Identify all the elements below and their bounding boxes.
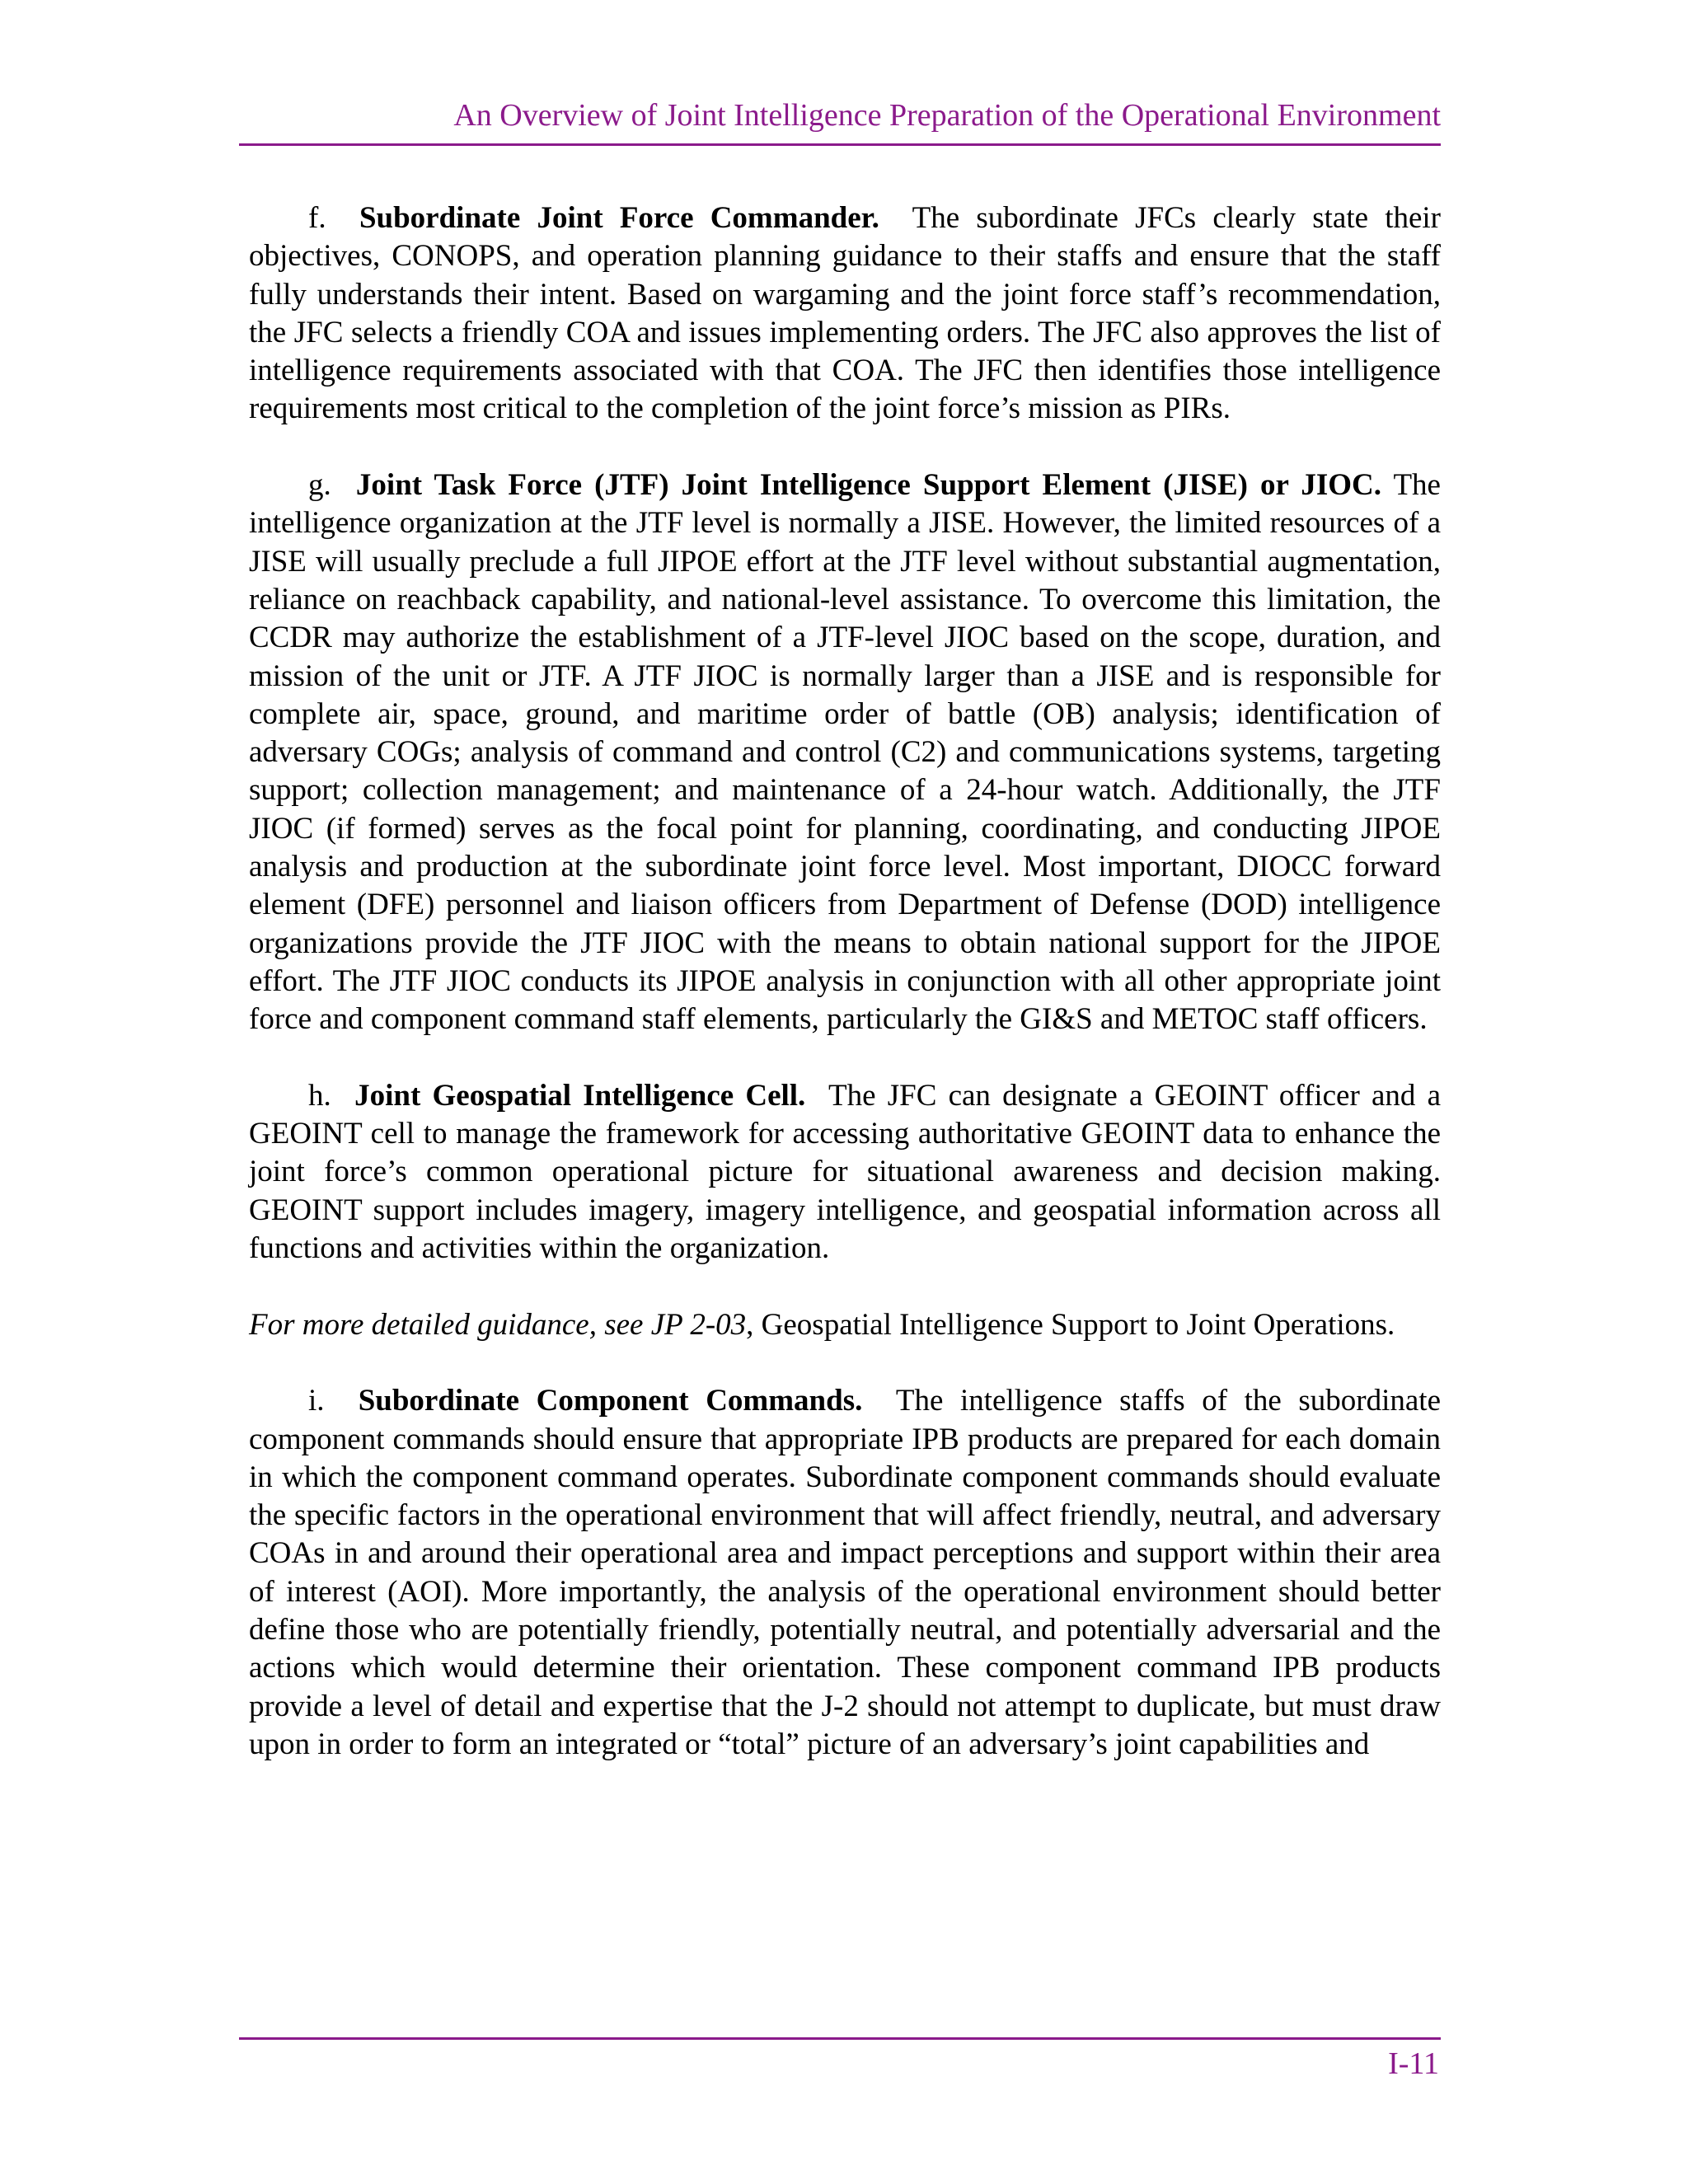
paragraph-body: The intelligence organization at the JTF level is normally a JISE. However, the limited resources of a JISE will usually preclude a full JIPOE effort at the JTF level without substantial augmentation, reliance on reachback capability, and national-level assistance. To overcome this limitation, the CCDR may authorize the establishment of a JTF-level JIOC based on the scope, duration, and mission of the unit or JTF. A JTF JIOC is normally larger than a JISE and is responsible for complete air, space, ground, and maritime order of battle (OB) analysis; identification of adversary COGs; analysis of command and control (C2) and communications systems, targeting support; collection management; and maintenance of a 24-hour watch. Additionally, the JTF JIOC (if formed) serves as the focal point for planning, coordinating, and conducting JIPOE analysis and production at the subordinate joint force level. Most important, DIOCC forward element (DFE) personnel and liaison officers from Department of Defense (DOD) intelligence organizations provide the JTF JIOC with the means to obtain national support for the JIPOE effort. The JTF JIOC conducts its JIPOE analysis in conjunction with all other appropriate joint force and component command staff elements, particularly the GI&S and METOC staff officers. [249, 468, 1441, 1037]
running-header-title: An Overview of Joint Intelligence Preparation of the Operational Environment [453, 98, 1441, 133]
paragraph-heading: Joint Geospatial Intelligence Cell. [354, 1078, 806, 1113]
paragraph-body: The JFC can designate a GEOINT officer and a GEOINT cell to manage the framework for accessing authoritative GEOINT data to enhance the joint force’s common operational picture for situational awareness and decision making. GEOINT support includes imagery, imagery intelligence, and geospatial information across all functions and activities within the organization. [249, 1078, 1441, 1266]
page-number: I-11 [1388, 2046, 1439, 2081]
paragraph-letter: h. [308, 1078, 331, 1113]
footer-rule [239, 2037, 1441, 2040]
body-text [249, 199, 1441, 1764]
paragraph-letter: i. [308, 1384, 325, 1418]
paragraph-heading: Subordinate Component Commands. [358, 1384, 863, 1418]
paragraph-body: The subordinate JFCs clearly state their objectives, CONOPS, and operation planning guidance to their staffs and ensure that the staff fully understands their intent. Based on wargaming and the joint force staff’s recommendation, the JFC selects a friendly COA and issues implementing orders. The JFC also approves the list of intelligence requirements associated with that COA. The JFC then identifies those intelligence requirements most critical to the completion of the joint force’s mission as PIRs. [249, 201, 1442, 426]
paragraph-h [249, 1077, 1441, 1268]
paragraph-heading: Subordinate Joint Force Commander. [359, 201, 879, 235]
paragraph-g [249, 466, 1441, 1038]
paragraph-letter: g. [308, 468, 331, 503]
reference-note-title: , Geospatial Intelligence Support to Joint Operations. [746, 1307, 1395, 1342]
paragraph-body: The intelligence staffs of the subordinate component commands should ensure that appropriate IPB products are prepared for each domain in which the component command operates. Subordinate component commands should evaluate the specific factors in the operational environment that will affect friendly, neutral, and adversary COAs in and around their operational area and impact perceptions and support within their area of interest (AOI). More importantly, the analysis of the operational environment should better define those who are potentially friendly, potentially neutral, and potentially adversarial and the actions which would determine their orientation. These component command IPB products provide a level of detail and expertise that the J-2 should not attempt to duplicate, but must draw upon in order to form an integrated or “total” picture of an adversary’s joint capabilities and [249, 1384, 1441, 1761]
reference-note-guidance: For more detailed guidance, see JP 2-03 [249, 1307, 747, 1342]
paragraph-letter: f. [308, 201, 326, 235]
header-rule [239, 143, 1441, 146]
paragraph-f [249, 199, 1441, 429]
paragraph-i [249, 1382, 1441, 1764]
reference-note [249, 1306, 1441, 1344]
paragraph-heading: Joint Task Force (JTF) Joint Intelligence Support Element (JISE) or JIOC. [355, 468, 1382, 503]
